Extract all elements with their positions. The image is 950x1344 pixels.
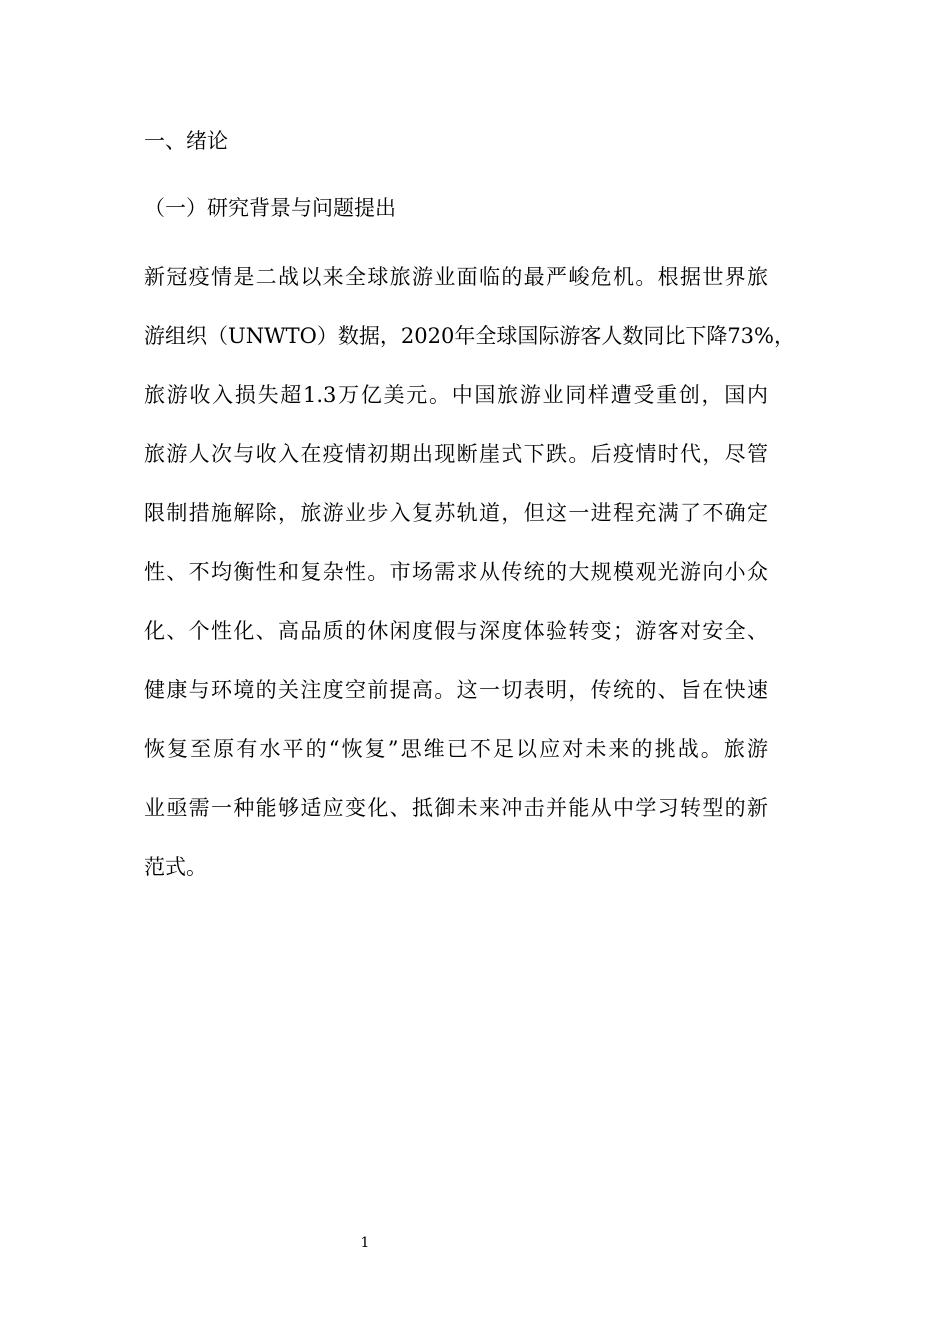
paragraph-line: 恢复至原有水平的“恢复”思维已不足以应对未来的挑战。旅游	[144, 737, 768, 761]
paragraph-line: 旅游收入损失超1.3万亿美元。中国旅游业同样遭受重创，国内	[144, 383, 768, 407]
chapter-heading: 一、绪论	[144, 129, 228, 153]
paragraph-line: 新冠疫情是二战以来全球旅游业面临的最严峻危机。根据世界旅	[144, 265, 768, 289]
paragraph-line: 旅游人次与收入在疫情初期出现断崖式下跌。后疫情时代，尽管	[144, 442, 768, 466]
paragraph-line: 业亟需一种能够适应变化、抵御未来冲击并能从中学习转型的新	[144, 796, 768, 820]
section-heading: （一）研究背景与问题提出	[144, 196, 396, 220]
body-paragraph	[144, 262, 795, 911]
paragraph-line: 化、个性化、高品质的休闲度假与深度体验转变；游客对安全、	[144, 619, 768, 643]
paragraph-line: 游组织（UNWTO）数据，2020年全球国际游客人数同比下降73%，	[144, 324, 795, 348]
paragraph-line: 限制措施解除，旅游业步入复苏轨道，但这一进程充满了不确定	[144, 501, 768, 525]
paragraph-line: 健康与环境的关注度空前提高。这一切表明，传统的、旨在快速	[144, 678, 768, 702]
page-number: 1	[360, 1235, 370, 1251]
paragraph-line: 性、不均衡性和复杂性。市场需求从传统的大规模观光游向小众	[144, 560, 768, 584]
paragraph-line: 范式。	[144, 855, 207, 879]
